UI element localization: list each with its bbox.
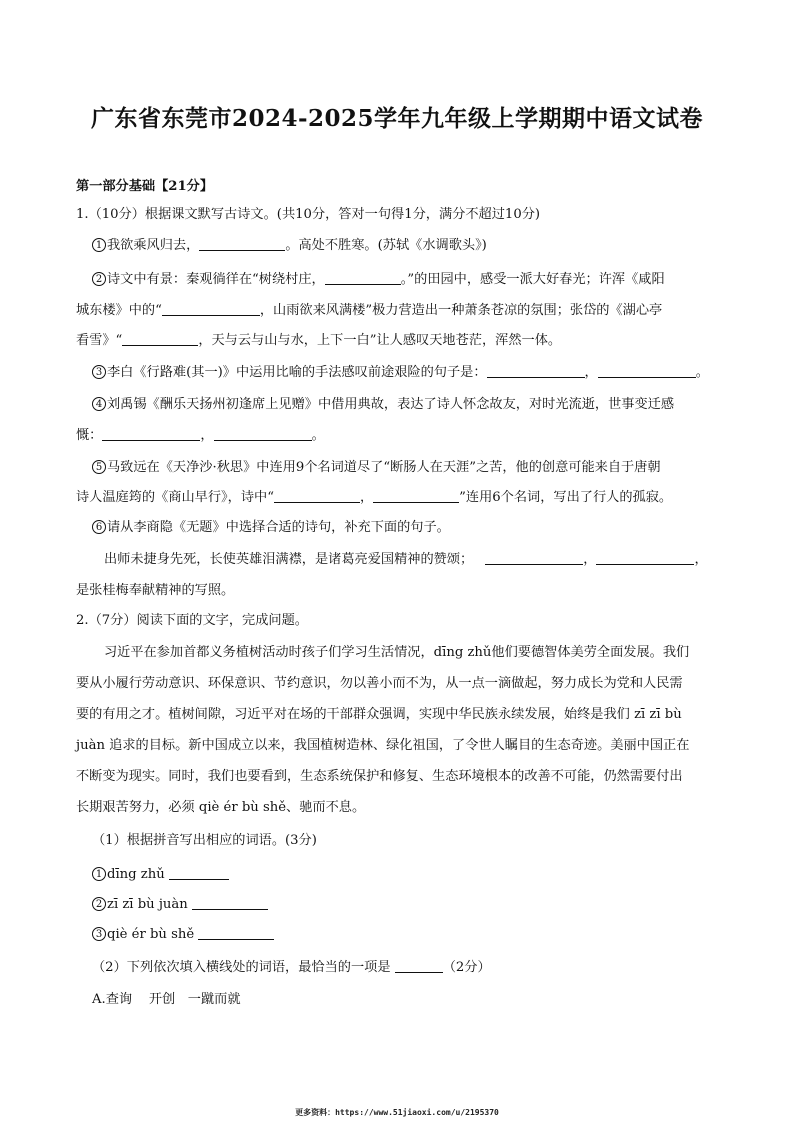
q1-item-4: 4 刘禹锡《酬乐天扬州初逢席上见赠》中借用典故，表达了诗人怀念故友，对时光流逝，世事变迁感 xyxy=(92,396,742,414)
answer-blank[interactable] xyxy=(485,551,583,565)
q1-item-6: 6 请从李商隐《无题》中选择合适的诗句，补充下面的句子。 xyxy=(92,519,742,537)
q1-stem: 1.（10分）根据课文默写古诗文。(共10分，答对一句得1分，满分不超过10分) xyxy=(76,207,541,222)
q2-sub1-item-2: 2 zī zī bù juàn xyxy=(92,896,742,914)
q2-passage-line: 要从小履行劳动意识、环保意识、节约意识，勿以善小而不为，从一点一滴做起，努力成长为党和人民需 xyxy=(76,676,683,691)
q2-passage-line: 不断变为现实。同时，我们也要看到，生态系统保护和修复、生态环境根本的改善不可能，仍然需要付出 xyxy=(76,769,683,784)
answer-blank[interactable] xyxy=(214,427,312,441)
q1-item-5: 5 马致远在《天净沙·秋思》中连用9个名词道尽了“断肠人在天涯”之苦，他的创意可能来自于唐朝 xyxy=(92,459,742,477)
answer-blank[interactable] xyxy=(596,551,694,565)
q2-passage-line: 习近平在参加首都义务植树活动时孩子们学习生活情况，dīng zhǔ他们要德智体美劳全面发展。我们 xyxy=(104,645,690,660)
section-heading: 第一部分基础【21分】 xyxy=(76,179,214,194)
q1-item-1: 1 我欲乘风归去， 。高处不胜寒。(苏轼《水调歌头》) xyxy=(92,237,742,255)
answer-blank[interactable] xyxy=(162,302,260,316)
q2-passage-line: 要的有用之才。植树间隙，习近平对在场的干部群众强调，实现中华民族永续发展，始终是我们 zī zī bù xyxy=(76,707,682,722)
circled-number: 5 xyxy=(92,460,106,474)
answer-blank[interactable] xyxy=(169,866,229,880)
q2-sub1-item-3: 3 qiè ér bù shě xyxy=(92,926,742,944)
answer-blank[interactable] xyxy=(122,332,198,346)
answer-blank[interactable] xyxy=(598,364,696,378)
q2-passage-line: 长期艰苦努力，必须 qiè ér bù shě、驰而不息。 xyxy=(76,800,366,815)
circled-number: 2 xyxy=(92,272,106,286)
q2-sub1: （1）根据拼音写出相应的词语。(3分) xyxy=(92,833,317,848)
q1-item-2-line3: 看雪》“ ，天与云与山与水，上下一白”让人感叹天地苍茫，浑然一体。 xyxy=(76,333,562,348)
answer-blank[interactable] xyxy=(274,489,360,503)
circled-number: 1 xyxy=(92,867,106,881)
answer-blank[interactable] xyxy=(487,364,585,378)
answer-blank[interactable] xyxy=(102,427,200,441)
q1-item-2: 2 诗文中有景：秦观徜徉在“树绕村庄， 。”的田园中，感受一派大好春光；许浑《咸阳 xyxy=(92,271,742,289)
q1-item-5-line2: 诗人温庭筠的《商山早行》，诗中“ ， ”连用6个名词，写出了行人的孤寂。 xyxy=(76,490,673,505)
q2-passage-line: juàn 追求的目标。新中国成立以来，我国植树造林、绿化祖国，了令世人瞩目的生态奇迹。美丽中国正在 xyxy=(76,738,690,753)
q1-item-6-line3: 是张桂梅奉献精神的写照。 xyxy=(76,583,235,598)
q1-item-3: 3 李白《行路难(其一)》中运用比喻的手法感叹前途艰险的句子是： ， 。 xyxy=(92,364,742,382)
answer-blank[interactable] xyxy=(192,896,268,910)
answer-blank[interactable] xyxy=(373,489,459,503)
q2-sub2: （2）下列依次填入横线处的词语，最恰当的一项是 （2分） xyxy=(92,960,491,975)
circled-number: 3 xyxy=(92,365,106,379)
circled-number: 6 xyxy=(92,520,106,534)
circled-number: 1 xyxy=(92,238,106,252)
q2-stem: 2.（7分）阅读下面的文字，完成问题。 xyxy=(76,613,308,628)
answer-blank[interactable] xyxy=(199,237,285,251)
circled-number: 4 xyxy=(92,397,106,411)
q1-item-6-line2: 出师未捷身先死，长使英雄泪满襟，是诸葛亮爱国精神的赞颂； ， ， xyxy=(104,552,708,567)
answer-blank[interactable] xyxy=(198,926,274,940)
q2-sub1-item-1: 1 dīng zhǔ xyxy=(92,866,742,884)
q2-option-a: A.查询 开创 一蹴而就 xyxy=(92,992,241,1007)
answer-blank[interactable] xyxy=(325,271,401,285)
circled-number: 3 xyxy=(92,927,106,941)
page-title: 广东省东莞市2024-2025学年九年级上学期期中语文试卷 xyxy=(90,105,704,132)
answer-blank[interactable] xyxy=(395,959,443,973)
footer-source-link[interactable]: 更多资料：https://www.51jiaoxi.com/u/2195370 xyxy=(295,1108,499,1117)
q1-item-2-line2: 城东楼》中的“ ，山雨欲来风满楼”极力营造出一种萧条苍凉的氛围；张岱的《湖心亭 xyxy=(76,303,663,318)
q1-item-4-line2: 慨： ， 。 xyxy=(76,428,325,443)
circled-number: 2 xyxy=(92,897,106,911)
